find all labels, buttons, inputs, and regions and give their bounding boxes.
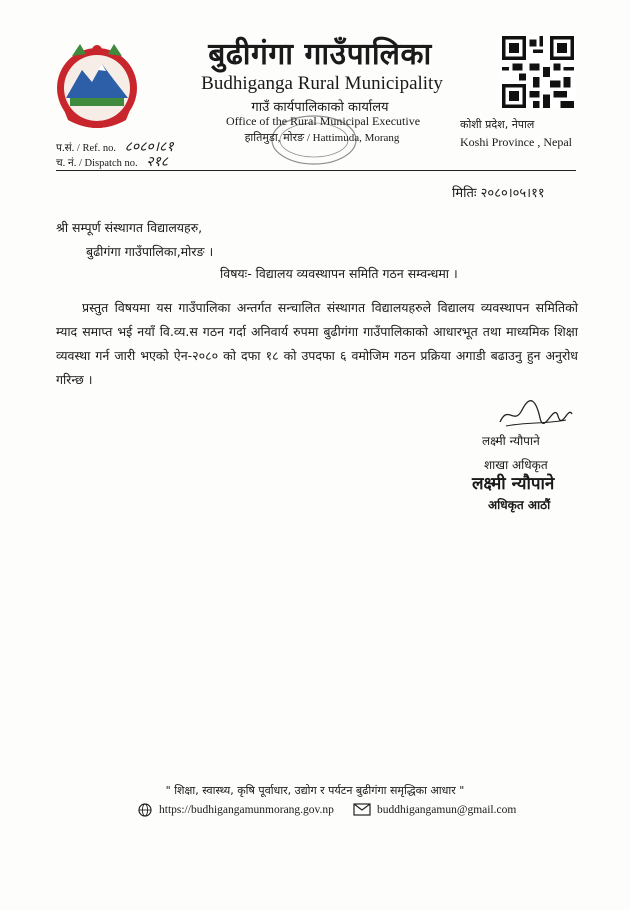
signatory-designation: शाखा अधिकृत: [484, 458, 548, 472]
recipient-line-2: बुढीगंगा गाउँपालिका,मोरङ ।: [86, 244, 214, 259]
office-title-en: Office of the Rural Municipal Executive: [225, 114, 421, 128]
letter-date: मितिः २०८०।०५।११: [452, 186, 545, 201]
header-divider: [56, 170, 576, 171]
dispatch-line: [56, 152, 168, 171]
signatory-rank: अधिकृत आठौं: [488, 498, 551, 512]
ref-number-handwritten: ८०८०।८१: [124, 139, 174, 155]
email-link[interactable]: buddhigangamun@gmail.com: [377, 803, 517, 816]
footer-slogan: " शिक्षा, स्वास्थ्य, कृषि पूर्वाधार, उद्योग र पर्यटन बुढीगंगा समृद्धिका आधार ": [165, 784, 465, 797]
office-title-np: गाउँ कार्यपालिकाको कार्यालय: [251, 100, 389, 115]
envelope-icon: [353, 803, 371, 816]
letter-body: प्रस्तुत विषयमा यस गाउँपालिका अन्तर्गत सन्चालित संस्थागत विद्यालयहरुले विद्यालय व्यवस्थापन समितिको म्याद समाप्त भई नयाँ वि.व्य.स गठन गर्दा अनिवार्य रुपमा बुढीगंगा गाउँपालिकाको आधारभूत तथा माध्यमिक शिक्षा व्यवस्था गर्न जारी भएको ऐन-२०८० को दफा १८ को उपदफा ६ वमोजिम गठन प्रक्रिया अगाडी बढाउनु हुन अनुरोध गरिन्छ ।: [56, 300, 578, 387]
globe-icon: [137, 803, 153, 817]
letter-subject: विषयः- विद्यालय व्यवस्थापन समिति गठन सम्वन्धमा ।: [220, 266, 458, 281]
municipality-title-en: Budhiganga Rural Municipality: [201, 73, 443, 94]
municipality-title-np: बुढीगंगा गाउँपालिका: [208, 37, 432, 72]
footer-email[interactable]: [353, 803, 516, 816]
signatory-name-stamp: लक्ष्मी न्यौपाने: [472, 474, 555, 494]
dispatch-number-handwritten: २१८: [146, 154, 169, 170]
signatory-name-handwritten: लक्ष्मी न्यौपाने: [482, 434, 540, 448]
dispatch-label: च. नं. / Dispatch no.: [56, 158, 138, 169]
recipient-line-1: श्री सम्पूर्ण संस्थागत विद्यालयहरु,: [56, 220, 203, 235]
nepal-emblem-logo: [52, 40, 142, 132]
ref-label: प.सं. / Ref. no.: [56, 143, 117, 154]
province-en: Koshi Province , Nepal: [460, 135, 572, 149]
website-link[interactable]: https://budhigangamunmorang.gov.np: [159, 804, 334, 816]
office-address: हातिमुडा, मोरङ / Hattimuda, Morang: [244, 132, 400, 144]
office-stamp: [268, 112, 360, 168]
handwritten-signature: [496, 396, 576, 430]
qr-code: [500, 36, 576, 108]
province-np: कोशी प्रदेश, नेपाल: [460, 118, 535, 131]
footer-website[interactable]: [137, 803, 334, 817]
